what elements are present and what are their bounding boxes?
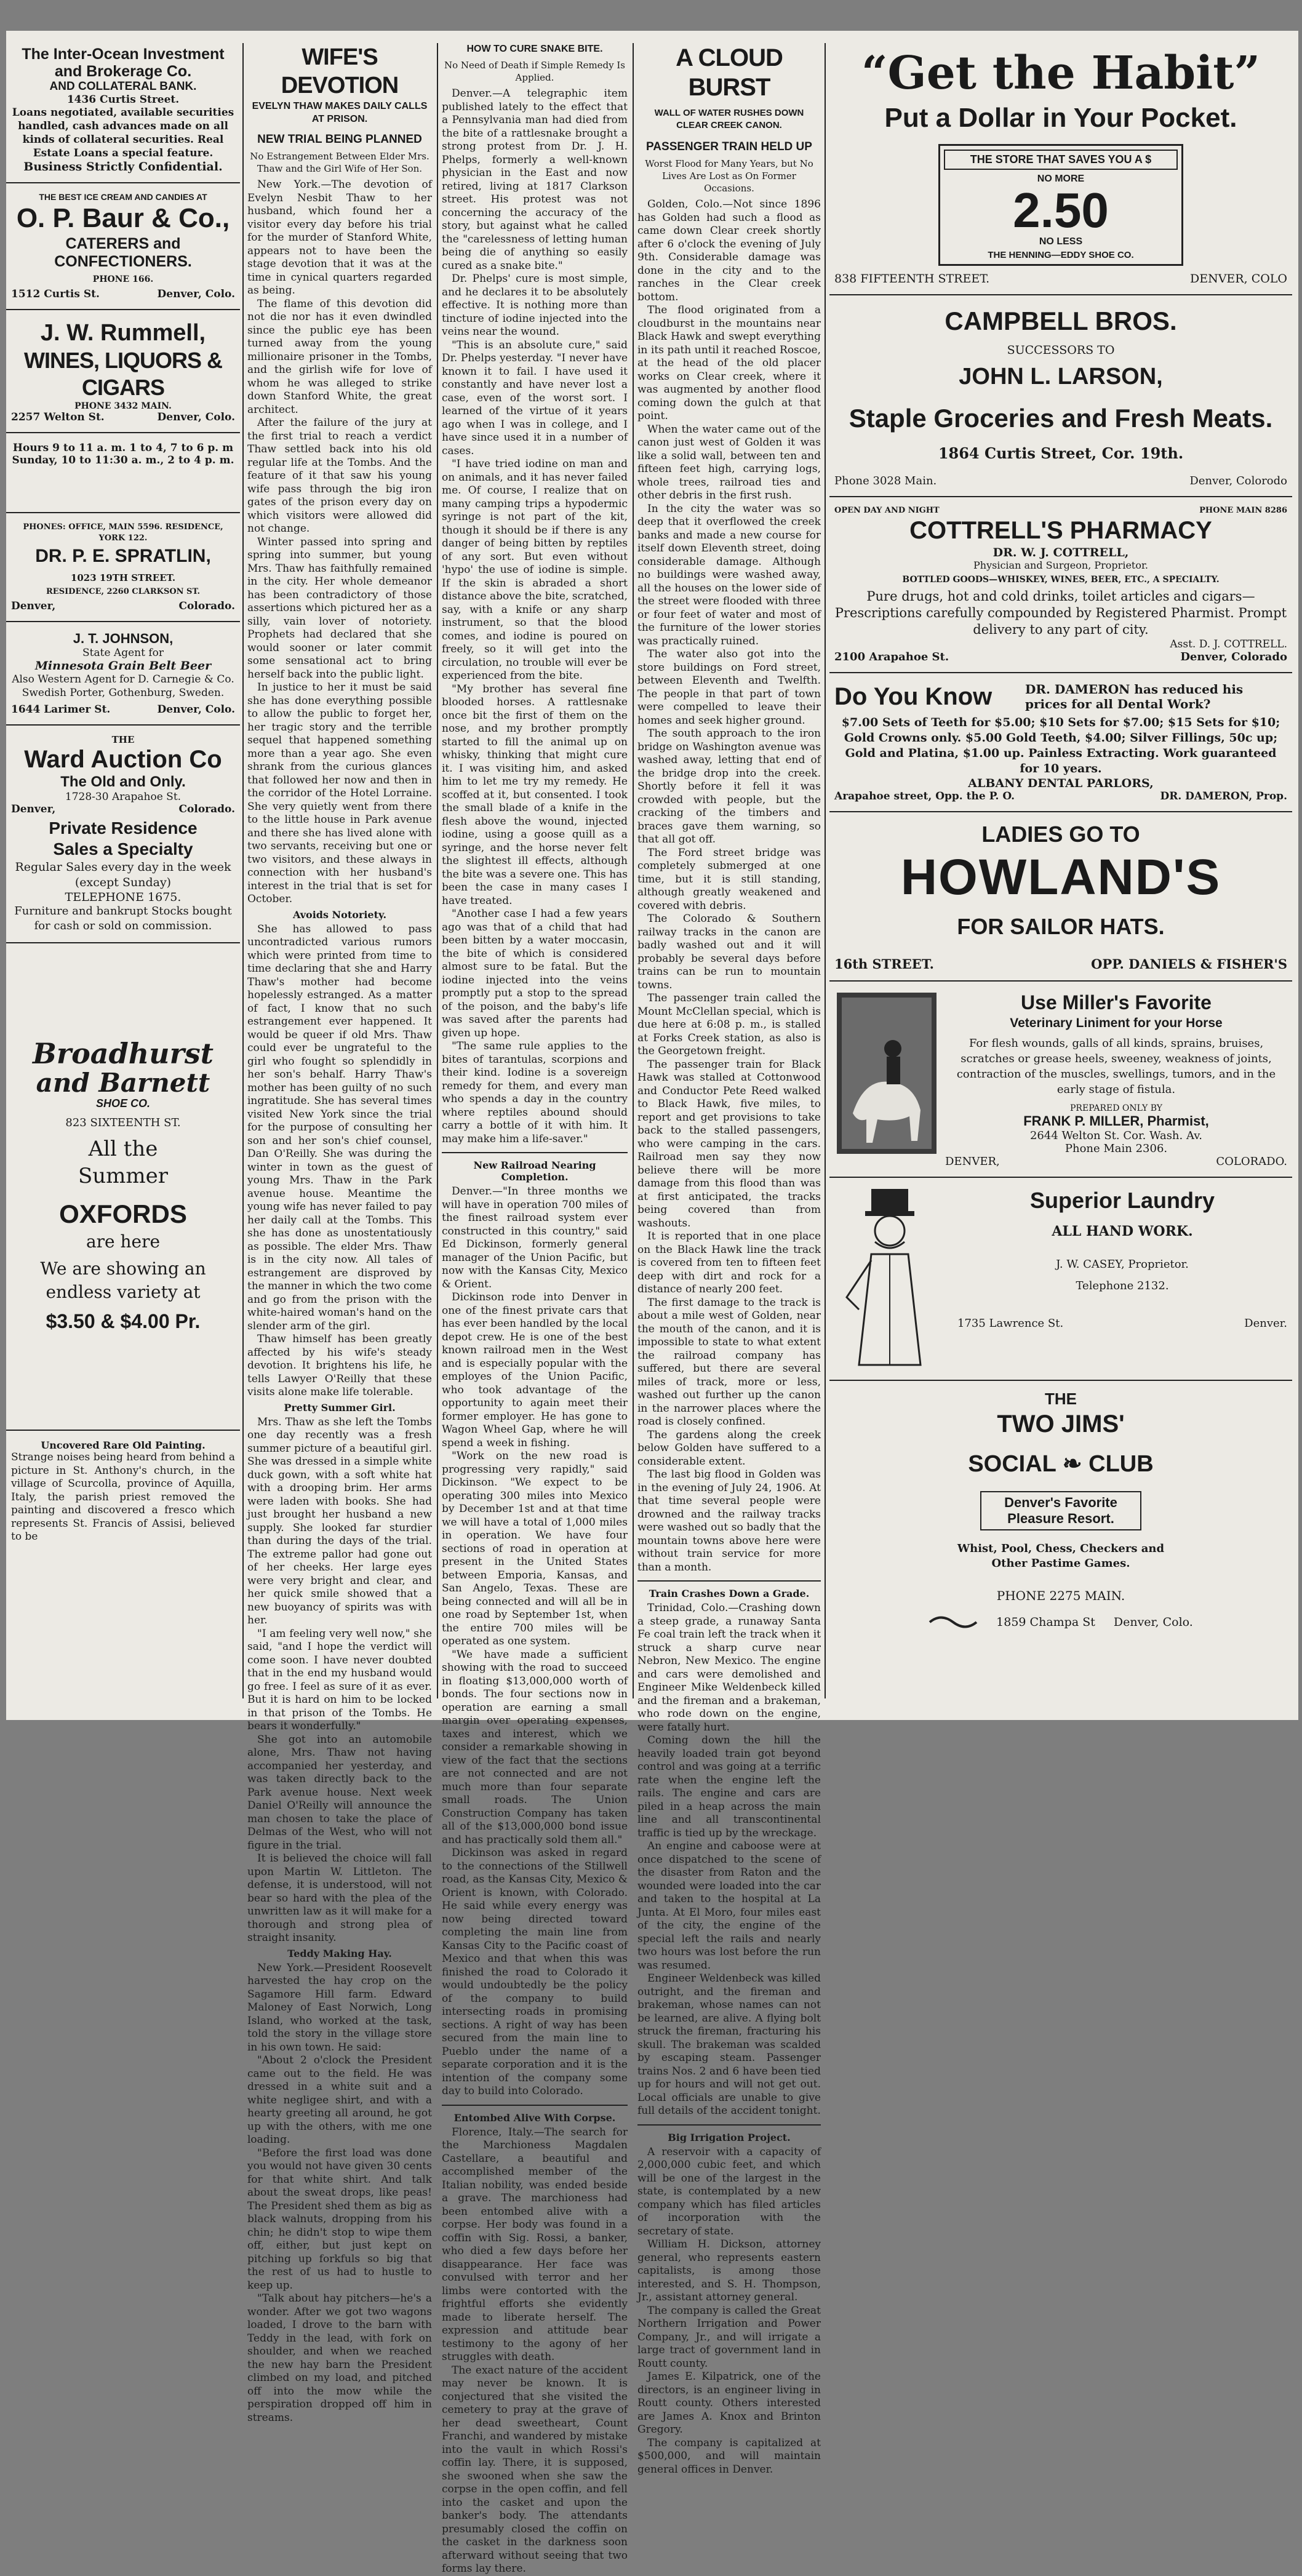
ad-city: Denver, Colorodo xyxy=(1189,474,1287,487)
ad-title: J. W. Rummell, xyxy=(40,320,206,346)
ad-line: Regular Sales every day in the week (except Sunday) xyxy=(15,860,231,889)
article-headline: A CLOUD BURST xyxy=(676,44,783,101)
column-rule xyxy=(825,43,826,1698)
ad-title: “Get the Habit” xyxy=(861,47,1261,100)
campbell-bros-ad xyxy=(829,302,1292,490)
two-jims-club-ad xyxy=(829,1387,1292,1634)
ads-column-left xyxy=(6,43,240,1705)
paragraph: The company is called the Great Northern Irrigation and Power Company, Jr., and will irrigate a large tract of government land in Routt county. xyxy=(637,2304,821,2370)
ad-heading: THE BEST ICE CREAM AND CANDIES AT xyxy=(39,192,207,202)
paragraph: In justice to her it must be said she has done everything possible to allow the public to forget her, her tragic story and the terrible sequel that happened something more than a year ago. She even shrank from the curious glances that followed her now and then in the corridor of the Hotel Lorraine. She very quietly went from there to the little house in Park avenue and there she has lived alone with two servants, receiving but one or two visitors, and these always in connection with her husband's interest in the trial that is set for October. xyxy=(247,681,432,905)
ad-city: Denver. xyxy=(1244,1317,1287,1330)
ad-address: 823 SIXTEENTH ST. xyxy=(65,1116,181,1129)
hours-notice xyxy=(6,439,240,469)
ad-goods: Staple Groceries and Fresh Meats. xyxy=(849,404,1273,433)
baur-ad xyxy=(6,190,240,303)
ad-line: We are showing an endless variety at xyxy=(40,1258,206,1302)
ad-address: 1512 Curtis St. xyxy=(11,288,100,300)
dameron-dental-ad xyxy=(829,679,1292,805)
ad-the: THE xyxy=(111,734,135,745)
ad-body: Also Western Agent for D. Carnegie & Co. Swedish Porter, Gothenburg, Sweden. xyxy=(12,673,234,699)
ad-city: DENVER, COLO xyxy=(1189,272,1287,286)
horse-rider-illustration xyxy=(834,990,939,1156)
ward-auction-ad xyxy=(6,732,240,936)
ad-body: Pure drugs, hot and cold drinks, toilet articles and cigars—Prescriptions carefully compounded by Registered Pharmist. Prompt delivery to any part of city. xyxy=(834,589,1287,637)
ad-phones: PHONES: OFFICE, MAIN 5596. RESIDENCE, YORK 122. xyxy=(23,522,223,543)
paragraph: "Before the first load was done you would not have given 30 cents for that white shirt. And talk about the sweat drops, like peas! The President shed them as big as black walnuts, dropping from his chin; he didn't stop to wipe them off, either, but just kept on pitching up forkfuls so big that the rest of us had to hustle to keep up. xyxy=(247,2146,432,2292)
ad-title: Ward Auction Co xyxy=(24,746,222,773)
ad-state: Colorado. xyxy=(178,803,235,815)
ad-line: JOHN L. LARSON, xyxy=(959,364,1163,390)
paragraph: In the city the water was so deep that it overflowed the creek banks and made a new course for itself down Eleventh street, doing considerable damage. Although no buildings were washed away, all the houses on the lower side of the street were flooded with three or four feet of water and most of the furniture of the lower stories was practically ruined. xyxy=(637,502,821,647)
article-subheadline: WALL OF WATER RUSHES DOWN CLEAR CREEK CANON. xyxy=(654,108,804,130)
paragraph: The exact nature of the accident may never be known. It is conjectured that she visited the cemetery to pray at the grave of her dead sweetheart, Count Franchi, and wandered by mistake into the vault in which Rossi's coffin lay. There, it is supposed, she swooned when she saw the corpse in the open coffin, and fell into the casket and upon the banker's body. The attendants presumably closed the coffin on the casket in the darkness soon afterward without seeing that two forms lay there. xyxy=(442,2364,628,2575)
paragraph: "I am feeling very well now," she said, "and I hope the verdict will come soon. I have never doubted that in the end my husband would go free. I feel as sure of it as ever. But it is hard on him to be locked in that prison of the Tombs. He bears it wonderfully." xyxy=(247,1627,432,1732)
ad-title: The Inter-Ocean Investment and Brokerage Co. xyxy=(22,46,225,80)
paragraph: The company is capitalized at $500,000, and will maintain general offices in Denver. xyxy=(637,2436,821,2476)
ad-phone: PHONE MAIN 8286 xyxy=(1199,506,1287,515)
ad-the: THE xyxy=(1045,1390,1077,1408)
paragraph: Engineer Weldenbeck was killed outright, and the fireman and brakeman, whose names can not be learned, are alive. A flying bolt struck the fireman, fracturing his skull. The brakeman was scalded by escaping steam. Passenger trains Nos. 2 and 6 have been tied up for hours and will not get out. Local officials are unable to give full details of the accident tonight. xyxy=(637,1972,821,2117)
article-deck: Worst Flood for Many Years, but No Lives Are Lost as On Former Occasions. xyxy=(645,158,813,194)
ad-title: O. P. Baur & Co., xyxy=(16,203,230,233)
sign-company: THE HENNING—EDDY SHOE CO. xyxy=(988,250,1134,260)
ad-title: DR. P. E. SPRATLIN, xyxy=(35,546,211,566)
johnson-ad xyxy=(6,628,240,718)
ad-club: SOCIAL ❧ CLUB xyxy=(968,1451,1154,1477)
ad-line: Private Residence xyxy=(49,818,198,838)
paragraph: The gardens along the creek below Golden have suffered to a considerable extent. xyxy=(637,1428,821,1468)
paragraph: William H. Dickson, attorney general, who represents eastern capitalists, is among those interested, and S. H. Thompson, Jr., assistant attorney general. xyxy=(637,2238,821,2303)
paragraph: Dr. Phelps' cure is most simple, and he declares it to be absolutely effective. It is nothing more than tincture of iodine injected into the veins near the wound. xyxy=(442,273,628,338)
snake-bite-article xyxy=(442,43,628,2575)
ad-phone: Phone Main 2306. xyxy=(1064,1142,1168,1155)
paragraph: The passenger train called the Mount McClellan special, which is due here at 6:08 p. m., is stalled at Forks Creek station, as also is the Georgetown freight. xyxy=(637,992,821,1057)
ad-title: J. T. JOHNSON, xyxy=(73,631,174,646)
paragraph: A reservoir with a capacity of 2,000,000 cubic feet, and which will be one of the largest in the state, is contemplated by a new company which has filed articles of incorporation with the secretary of state. xyxy=(637,2145,821,2238)
painting-article xyxy=(6,1437,240,1546)
ad-city: DENVER, xyxy=(945,1155,1000,1168)
ad-body: Loans negotiated, available securities handled, cash advances made on all kinds of collateral securities. Real Estate Loans a special feature. xyxy=(12,106,234,159)
ad-tagline: Business Strictly Confidential. xyxy=(23,160,223,174)
newspaper-page xyxy=(6,31,1298,2575)
ad-line: SUCCESSORS TO xyxy=(1007,343,1115,357)
section-heading: Teddy Making Hay. xyxy=(287,1947,392,1959)
paragraph: The Ford street bridge was completely submerged at one time, but it is still standing, although greatly weakened and covered with debris. xyxy=(637,846,821,912)
ad-phone: Phone 3028 Main. xyxy=(834,474,937,487)
shoe-price-sign xyxy=(938,144,1183,266)
ad-goods: WINES, LIQUORS & CIGARS xyxy=(23,348,222,400)
broadhurst-barnett-ad xyxy=(6,1036,240,1337)
ad-subtitle: DR. DAMERON has reduced his prices for all Dental Work? xyxy=(1025,682,1244,711)
ad-address: 1735 Lawrence St. xyxy=(957,1317,1064,1330)
ad-city: Denver, Colorado xyxy=(1180,650,1287,663)
column-rule xyxy=(633,43,634,1698)
sign-noless: NO LESS xyxy=(1039,236,1083,247)
get-the-habit-ad xyxy=(829,43,1292,288)
ad-subtitle: AND COLLATERAL BANK. xyxy=(49,80,197,93)
ad-asst: Asst. D. J. COTTRELL. xyxy=(1170,638,1287,650)
paragraph: Denver.—"In three months we will have in operation 700 miles of the finest railroad system ever constructed in this country," said Ed Dickinson, formerly general manager of the Union Pacific, but now with the Kansas City, Mexico & Orient. xyxy=(442,1185,628,1290)
paragraph: "Talk about hay pitchers—he's a wonder. After we got two wagons loaded, I drove to the barn with Teddy in the lead, with fork on shoulder, and when we reached the new hay barn the President climbed on my load, and pitched off into the mow while the perspiration dropped off him in streams. xyxy=(247,2292,432,2424)
ad-title: CAMPBELL BROS. xyxy=(945,306,1177,335)
paragraph: An engine and caboose were at once dispatched to the scene of the disaster from Raton and the wounded were loaded into the car and taken to the hospital at La Junta. At El Moro, four miles east of the city, the engine of the special left the rails and nearly two hours was lost before the run was resumed. xyxy=(637,1840,821,1972)
paragraph: Dickinson rode into Denver in one of the finest private cars that has ever been handled by the local depot crew. He is one of the best known railroad men in the West and is especially popular with the employes of the Union Pacific, who took advantage of the opportunity to again meet their former employer. He has gone to Wagon Wheel Gap, where he will spend a week in fishing. xyxy=(442,1291,628,1449)
ad-address: 1859 Champa St xyxy=(996,1615,1095,1629)
ad-state: Colorado. xyxy=(178,600,235,612)
article-headline: WIFE'S DEVOTION xyxy=(281,44,399,98)
article-subheadline: EVELYN THAW MAKES DAILY CALLS AT PRISON. xyxy=(252,101,428,124)
ad-address: 838 FIFTEENTH STREET. xyxy=(834,272,990,286)
paragraph: The flame of this devotion did not die nor has it even dwindled since the public eye has been turned away from the young millionaire prisoner in the Tombs, and the girlish wife for love of whom he was alleged to strike down Stanford White, the great architect. xyxy=(247,297,432,416)
ad-subtitle: ALL HAND WORK. xyxy=(1052,1223,1193,1239)
hours-line: Hours 9 to 11 a. m. 1 to 4, 7 to 6 p. m xyxy=(12,442,234,454)
ad-line: All the xyxy=(88,1137,158,1161)
paragraph: The flood originated from a cloudburst in the mountains near Black Hawk and swept everything in its path until it reached Roscoe, at the head of the old placer works on Clear creek, where it was augmented by another flood coming down the gulch at that point. xyxy=(637,304,821,422)
ad-line: Furniture and bankrupt Stocks bought for cash or sold on commission. xyxy=(14,905,232,932)
paragraph: When the water came out of the canon just west of Golden it was like a solid wall, between ten and fifteen feet high, carrying logs, whole trees, railroad ties and other debris in the first rush. xyxy=(637,423,821,502)
ad-state: COLORADO. xyxy=(1216,1155,1287,1168)
ad-address: 2257 Welton St. xyxy=(11,411,105,423)
article-subheadline: NEW TRIAL BEING PLANNED xyxy=(257,133,422,146)
column-rule xyxy=(242,43,244,1698)
paragraph: Denver.—A telegraphic item published lately to the effect that a Pennsylvania man had died from the bite of a rattlesnake brought a strong protest from Dr. J. H. Phelps, formerly a well-known physician in the East and now retired, living at 1817 Clarkson street. His protest was not concerning the accuracy of the story, but against what he called the "carelessness of letting human being die of anything so easily cured as a snake bite." xyxy=(442,87,628,272)
column-rule xyxy=(437,43,438,1698)
paragraph: Winter passed into spring and spring into summer, but young Mrs. Thaw has faithfully remained in the city. Her whole demeanor has been contradictory of those assertions which pictured her as a silly, vain lover of notoriety. Prophets had declared that she would sooner or later commit some sensational act to bring herself back into the public light. xyxy=(247,535,432,681)
paragraph: Mrs. Thaw as she left the Tombs one day recently was a fresh summer picture of a beautiful girl. She was dressed in a simple white duck gown, with a soft white hat with a drooping brim. Her arms were laden with books. She had just brought her husband a new supply. She looked far sturdier than during the days of the trial. The extreme pallor had gone out of her cheeks. Her large eyes were very bright and clear, and her quick smile showed that a new buoyancy of spirits was with her. xyxy=(247,1415,432,1626)
ad-dr: DR. DAMERON, Prop. xyxy=(1160,790,1287,802)
interocean-ad xyxy=(6,43,240,176)
millers-favorite-ad xyxy=(829,988,1292,1170)
ad-line: Physician and Surgeon, Proprietor. xyxy=(973,559,1148,571)
section-heading: Pretty Summer Girl. xyxy=(284,1401,396,1414)
ad-line: DR. W. J. COTTRELL, xyxy=(992,546,1129,559)
ad-line: Sales a Specialty xyxy=(53,839,193,858)
ad-address: 1864 Curtis Street, Cor. 19th. xyxy=(938,444,1184,462)
paragraph: The first damage to the track is about a mile west of Golden, near the mouth of the canon, and it is impossible to state to what extent the railroad company has suffered, but there are several miles of track, more or less, washed out further up the canon in the narrower places where the road is closely confined. xyxy=(637,1296,821,1428)
paragraph: Trinidad, Colo.—Crashing down a steep grade, a runaway Santa Fe coal train left the track when it struck a sharp curve near Nebron, New Mexico. The engine and cars were demolished and Engineer Mike Weldenbeck killed and the fireman and a brakeman, who rode down on the engine, were fatally hurt. xyxy=(637,1602,821,1734)
paragraph: "I have tried iodine on man and on animals, and it has never failed me. Of course, I realize that on many camping trips a hypodermic syringe is not part of the kit, though it should be if there is any danger of being bitten by reptiles of any sort. But even without 'hypo' the use of iodine is simple. If the skin is abraded a short distance above the bite, scratched, say, with a knife or any sharp instrument, so that the blood comes, and iodine is poured on freely, so it will get into the circulation, no trouble will ever be experienced from the bite. xyxy=(442,458,628,682)
paragraph: It is reported that in one place on the Black Hawk line the track is covered from ten to fifteen feet deep with dirt and rock for a distance of nearly 200 feet. xyxy=(637,1230,821,1295)
paragraph: The last big flood in Golden was in the evening of July 24, 1906. At that time several people were drowned and the railway tracks were washed out so badly that the mountain towns above here were without train service for more than a month. xyxy=(637,1468,821,1574)
paragraph: The water also got into the store buildings on Ford street, between Eleventh and Twelfth. The people in that part of town were compelled to leave their homes and seek higher ground. xyxy=(637,648,821,727)
ad-phone: PHONE 2275 MAIN. xyxy=(996,1588,1125,1603)
ad-address: 1436 Curtis Street. xyxy=(66,94,180,106)
ad-line: Minnesota Grain Belt Beer xyxy=(34,659,212,673)
ad-phone: TELEPHONE 1675. xyxy=(65,890,182,904)
ad-line: LADIES GO TO xyxy=(981,822,1140,847)
ad-city: Denver, xyxy=(11,600,56,612)
ad-subtitle: Put a Dollar in Your Pocket. xyxy=(884,103,1237,133)
section-heading: New Railroad Nearing Completion. xyxy=(473,1159,596,1183)
ad-title: and Barnett xyxy=(36,1068,210,1098)
ad-line: Summer xyxy=(78,1164,169,1188)
paragraph: Florence, Italy.—The search for the Marchioness Magdalen Castellare, a beautiful and accomplished member of the Italian nobility, was ended beside a grave. The marchioness had been entombed alive with a corpse. Her body was found in a coffin with Sig. Rossi, a banker, who died a few days before her disappearance. Her face was convulsed with terror and her limbs were contorted with the frightful efforts she evidently made to liberate herself. The expression and attitude bear testimony to the agony of her struggles with death. xyxy=(442,2126,628,2363)
ad-tagline: The Old and Only. xyxy=(60,774,186,790)
ad-subtitle: Veterinary Liniment for your Horse xyxy=(1010,1016,1223,1030)
paragraph: Thaw himself has been greatly affected by his wife's steady devotion. It brightens his life, he tells Lawyer O'Reilly that these visits alone make life tolerable. xyxy=(247,1333,432,1398)
paragraph: "Work on the new road is progressing very rapidly," said Dickinson. "We expect to be operating 300 miles into Mexico by December 1st and at that time we will have a total of 1,000 miles in operation. We have four sections of road in operation at present in the United States between Emporia, Kansas, and San Angelo, Texas. These are being connected and will all be in one road by September 1st, when the entire 700 miles will be operated as one system. xyxy=(442,1450,628,1647)
ad-city: Denver, Colo. xyxy=(1113,1615,1193,1629)
ad-title: COTTRELL'S PHARMACY xyxy=(909,517,1212,544)
article-deck: No Need of Death if Simple Remedy Is Applied. xyxy=(444,60,626,83)
ad-residence: RESIDENCE, 2260 CLARKSON ST. xyxy=(46,587,200,596)
ad-line: are here xyxy=(86,1231,161,1252)
wifes-devotion-article xyxy=(247,43,432,2424)
paragraph: After the failure of the jury at the first trial to reach a verdict Thaw settled back into his old regular life at the Tombs. And the feature of it that saw his young wife pass through the big iron gates of the prison every day on which visitors were allowed did not change. xyxy=(247,417,432,535)
resort-box xyxy=(980,1491,1141,1530)
paragraph: Coming down the hill the heavily loaded train got beyond control and was going at a terrific rate when the engine left the rails. The engine and cars are piled in a heap across the main line and all transcontinental traffic is tied up by the wreckage. xyxy=(637,1734,821,1839)
article-headline: HOW TO CURE SNAKE BITE. xyxy=(466,44,603,54)
ad-address: 1644 Larimer St. xyxy=(11,703,111,716)
paragraph: "We have made a sufficient showing with the road to succeed in floating $13,000,000 worth of bonds. The four sections now in operation are earning a small margin over operating expenses, taxes and interest, which we consider a remarkable showing in view of the fact that the sections are not connected and are not much more than four separate small roads. The Union Construction Company has taken all of the $13,000,000 bond issue and has practically sold them all." xyxy=(442,1648,628,1846)
ad-title: Do You Know xyxy=(834,682,992,710)
section-heading: Entombed Alive With Corpse. xyxy=(453,2111,616,2124)
paragraph: Golden, Colo.—Not since 1896 has Golden had such a flood as came down Clear creek shortly after 6 o'clock the evening of July 9th. Considerable damage was done in the city and to the ranches in the Clear creek bottom. xyxy=(637,198,821,303)
ad-address: 1728-30 Arapahoe St. xyxy=(65,791,182,803)
ad-phone: PHONE 166. xyxy=(92,274,154,284)
resort-line: Pleasure Resort. xyxy=(1007,1511,1114,1526)
ad-title: Broadhurst xyxy=(32,1037,214,1070)
ad-line: CONFECTIONERS. xyxy=(54,253,192,270)
sign-banner: THE STORE THAT SAVES YOU A $ xyxy=(944,150,1178,170)
gentleman-illustration xyxy=(834,1186,951,1371)
paragraph: "This is an absolute cure," said Dr. Phelps yesterday. "I never have known it to fail. I have used it constantly and have never lost a case, even of the worst sort. I learned of the virtue of it years ago when I was in college, and I have since used it in a number of cases. xyxy=(442,338,628,457)
paragraph: The south approach to the iron bridge on Washington avenue was washed away, letting that end of the bridge drop into the creek. Shortly before it fell it was crowded with people, but the cracking of the timbers and braces gave them warning, so that all got off. xyxy=(637,727,821,846)
ad-line: FOR SAILOR HATS. xyxy=(957,914,1165,939)
ad-location: OPP. DANIELS & FISHER'S xyxy=(1091,956,1287,972)
ad-proprietor: J. W. CASEY, Proprietor. xyxy=(1056,1258,1189,1271)
paragraph: It is believed the choice will fall upon Martin W. Littleton. The defense, it is understood, will not bear so hard with the plea of the unwritten law as it will make for a thorough and strong plea of straight insanity. xyxy=(247,1852,432,1944)
superior-laundry-ad xyxy=(829,1184,1292,1374)
ad-subtitle: SHOE CO. xyxy=(95,1097,150,1110)
cloud-burst-article xyxy=(637,43,821,2476)
ad-phone: Telephone 2132. xyxy=(1076,1279,1169,1292)
ad-line: State Agent for xyxy=(82,647,164,659)
article-subheadline: PASSENGER TRAIN HELD UP xyxy=(646,140,812,153)
ads-column-right xyxy=(829,43,1292,1705)
rummell-ad xyxy=(6,316,240,426)
ad-title: Use Miller's Favorite xyxy=(1021,991,1212,1014)
ad-line: PREPARED ONLY BY xyxy=(1070,1103,1162,1113)
ad-line: OXFORDS xyxy=(59,1199,187,1228)
article-body: Strange noises being heard from behind a picture in St. Anthony's church, in the village of Scurcolla, province of Aquilla, Italy, the parish priest removed the painting and discovered a fresco which represents St. Francis of Assisi, believed to be xyxy=(11,1451,235,1543)
paragraph: She has allowed to pass uncontradicted various rumors which were printed from time to time declaring that she and Harry Thaw's mother had become hopelessly estranged. As a matter of fact, I know that no such estrangement ever happened. It would be queer if old Mrs. Thaw could ever be ungrateful to the girl who fought so splendidly in her son's behalf. Harry Thaw's mother has been guilty of no such ingratitude. She has several times visited New York since the trial for the purpose of consulting her son and her son's chief counsel, Dan O'Reilly. She was during the winter in town as the guest of young Mrs. Thaw in the Park avenue house. Meantime the young wife has never failed to pay her daily call at the Tombs. This she has done as unostentatiously as possible. The elder Mrs. Thaw is in the city now. All tales of estrangement are disproved by the manner in which the two come and go from the prison with the white-haired woman's hand on the slender arm of the girl. xyxy=(247,922,432,1332)
paragraph: The Colorado & Southern railway tracks in the canon are badly washed out and it will probably be several days before trains can be run to mountain towns. xyxy=(637,913,821,991)
ad-address: Arapahoe street, Opp. the P. O. xyxy=(834,790,1015,802)
sign-nomore: NO MORE xyxy=(1037,174,1085,184)
ad-body: For flesh wounds, galls of all kinds, sprains, bruises, scratches or grease heels, sweeney, weakness of joints, contraction of the muscles, swellings, tumors, and in the early stage of fistula. xyxy=(956,1037,1276,1096)
ad-line: CATERERS and xyxy=(65,235,181,252)
cottrell-pharmacy-ad xyxy=(829,503,1292,666)
ad-hours: OPEN DAY AND NIGHT xyxy=(834,506,940,515)
section-heading: Train Crashes Down a Grade. xyxy=(649,1588,810,1599)
paragraph: She got into an automobile alone, Mrs. Thaw not having accompanied her yesterday, and was taken directly back to the Park avenue house. Next week Daniel O'Reilly will announce the man chosen to take the place of Delmas of the West, who will not figure in the trial. xyxy=(247,1733,432,1852)
ad-address: 2644 Welton St. Cor. Wash. Av. xyxy=(1029,1129,1202,1142)
ad-title: HOWLAND'S xyxy=(900,849,1221,905)
sign-price: 2.50 xyxy=(1013,183,1109,238)
ad-parlors: ALBANY DENTAL PARLORS, xyxy=(968,777,1154,790)
paragraph: New York.—The devotion of Evelyn Nesbit Thaw to her husband, which found her a visitor every day before his trial for the murder of Stanford White, appears not to have been the stage devotion that it was at the time in cynical quarters regarded as being. xyxy=(247,178,432,297)
ad-city: Denver, Colo. xyxy=(157,288,235,300)
paragraph: Dickinson was asked in regard to the connections of the Stillwell road, as the Kansas City, Mexico & Orient is known, with Colorado. He said while every energy was now being directed toward completing the main line from Kansas City to the Pacific coast of Mexico and that when this was finished the road to Colorado it would undoubtedly be the policy of the company to build intersecting roads in promising sections. A right of way has been secured from the main line to Pueblo under the name of a separate corporation and it is the intention of the company some day to build into Colorado. xyxy=(442,1847,628,2097)
ad-address: 1023 19TH STREET. xyxy=(70,572,176,583)
article-deck: No Estrangement Between Elder Mrs. Thaw and the Girl Wife of Her Son. xyxy=(250,151,429,174)
paragraph: New York.—President Roosevelt harvested the hay crop on the Sagamore Hill farm. Edward Maloney of East Norwich, Long Island, who worked at the task, told the story in the village store in his own town. He said: xyxy=(247,1961,432,2054)
hours-line: Sunday, 10 to 11:30 a. m., 2 to 4 p. m. xyxy=(12,454,234,466)
ad-city: Denver, Colo. xyxy=(157,411,235,423)
ornament-icon xyxy=(929,1613,978,1631)
ad-body: $7.00 Sets of Teeth for $5.00; $10 Sets for $7.00; $15 Sets for $10; Gold Crowns only. $5.00 Gold Teeth, $4.00; Silver Fillings, 50c up; Gold and Platina, $1.00 up. Painless Extracting. Work guaranteed for 10 years. xyxy=(841,716,1280,775)
ad-title: Superior Laundry xyxy=(1029,1188,1215,1213)
paragraph: "Another case I had a few years ago was that of a child that had been bitten by a water moccasin, the bite of which is considered almost sure to be fatal. But the iodine injected into the veins promptly put a stop to the spread of the poison, and the baby's life was saved after the parents had given up hope. xyxy=(442,908,628,1039)
ad-goods: BOTTLED GOODS—WHISKEY, WINES, BEER, ETC., A SPECIALTY. xyxy=(902,575,1220,585)
ad-address: 16th STREET. xyxy=(834,956,934,972)
ad-address: 2100 Arapahoe St. xyxy=(834,650,949,663)
paragraph: "The same rule applies to the bites of tarantulas, scorpions and their kind. Iodine is a sovereign remedy for them, and every man who spends a day in the country where reptiles abound should carry a bottle of it with him. It may make him a life-saver." xyxy=(442,1040,628,1145)
ad-name: FRANK P. MILLER, Pharmist, xyxy=(1023,1113,1209,1129)
paragraph: "My brother has several fine blooded horses. A rattlesnake once bit the first of them on the nose, and my brother promptly started to fill the animal up on whisky, thinking that might cure it. I was visiting him, and asked him to let me try my remedy. He scoffed at it, but consented. I took the small blade of a knife in the flesh above the wound, injected iodine, using a goose quill as a syringe, and the horse never felt the slightest ill effects, although the bite was a severe one. This has been the case in many cases I have treated. xyxy=(442,682,628,907)
ad-price: $3.50 & $4.00 Pr. xyxy=(46,1310,201,1332)
paragraph: The passenger train for Black Hawk was stalled at Cottonwood and Conductor Pete Reed walked to Black Hawk, five miles, to report and get provisions to take back to the stalled passengers, who were camping in the cars. Railroad men say they now believe there will be more damage from this flood than was at first anticipated, the tracks being covered than from washouts. xyxy=(637,1058,821,1230)
article-headline: Uncovered Rare Old Painting. xyxy=(41,1439,206,1451)
section-heading: Avoids Notoriety. xyxy=(292,908,387,921)
ad-city: Denver, Colo. xyxy=(157,703,235,716)
section-heading: Big Irrigation Project. xyxy=(668,2131,791,2143)
paragraph: James E. Kilpatrick, one of the directors, is an engineer living in Routt county. Others interested are James A. Knox and Brinton Gregory. xyxy=(637,2370,821,2436)
ad-city: Denver, xyxy=(11,803,56,815)
spratlin-ad xyxy=(6,519,240,615)
paragraph: "About 2 o'clock the President came out to the field. He was dressed in a white suit and a white negligee shirt, and with a hearty greeting all around, he got up with the others, with me one loading. xyxy=(247,2054,432,2146)
ad-title: TWO JIMS' xyxy=(997,1410,1125,1438)
ad-games: Whist, Pool, Chess, Checkers and Other Pastime Games. xyxy=(957,1542,1165,1570)
ad-phone: PHONE 3432 MAIN. xyxy=(74,401,172,411)
resort-line: Denver's Favorite xyxy=(1004,1495,1117,1510)
howlands-ad xyxy=(829,818,1292,974)
